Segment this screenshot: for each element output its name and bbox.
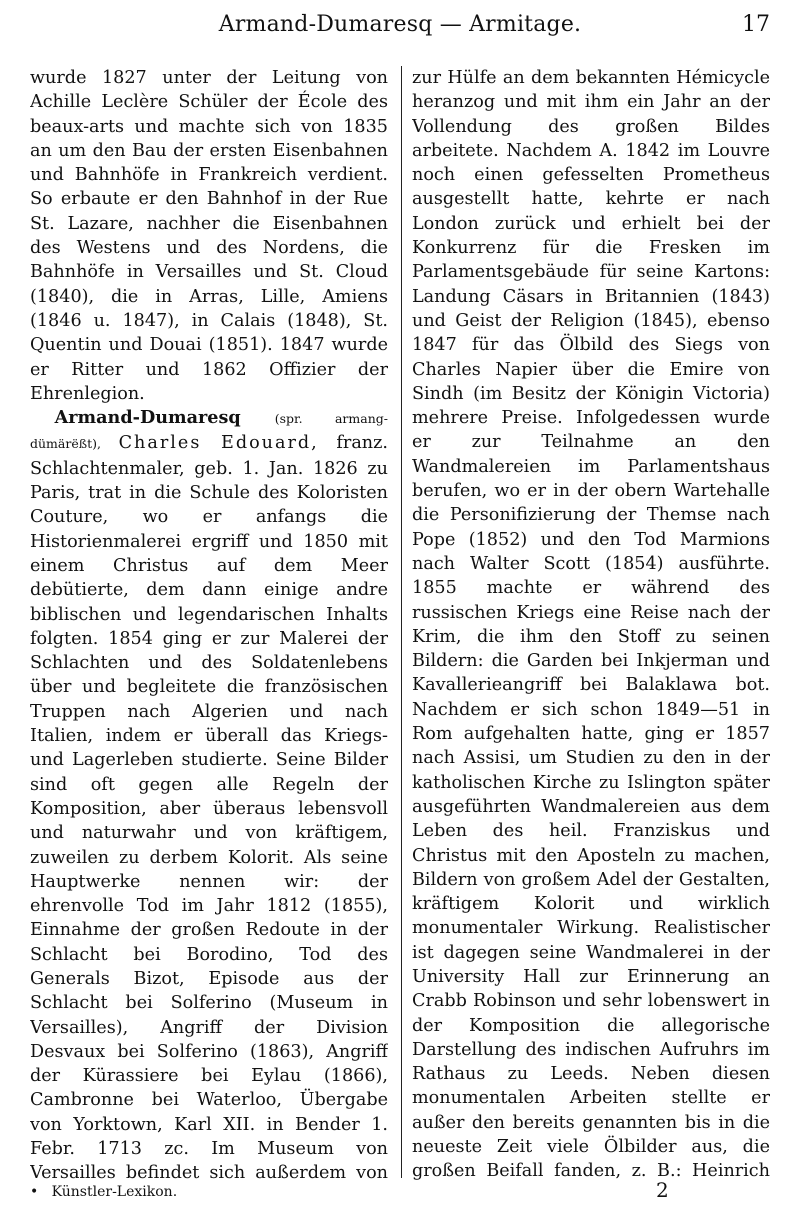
page-number: 17 <box>742 12 770 37</box>
entry-lemma: Armand-Dumaresq <box>54 407 241 429</box>
entry-given-name: Charles Edouard, <box>118 433 319 454</box>
entry-armand-dumaresq <box>30 406 388 1184</box>
running-header <box>30 6 770 46</box>
entry-body: franz. Schlachtenmaler, geb. 1. Jan. 1826 zu Paris, trat in die Schule des Koloristen Couture, wo er anfangs die Historienmalerei ergriff und 1850 mit einem Christus auf dem Meer debütierte, dem dann einige andre biblischen und legendarischen Inhalts folgten. 1854 ging er zur Malerei der Schlachten und des Soldatenlebens über und begleitete die französischen Truppen nach Algerien und nach Italien, indem er überall das Kriegs- und Lagerleben studierte. Seine Bilder sind oft gegen alle Regeln der Komposition, aber überaus lebensvoll und naturwahr und von kräftigem, zuweilen zu derbem Kolorit. Als seine Hauptwerke nennen wir: der ehrenvolle Tod im Jahr 1812 (1855), Einnahme der großen Redoute in der Schlacht bei Borodino, Tod des Generals Bizot, Episode aus der Schlacht bei Solferino (Museum in Versailles), Angriff der Division Desvaux bei Solferino (1863), Angriff der Kürassiere bei Eylau (1866), Cambronne bei Waterloo, Übergabe von Yorktown, Karl XII. in Bender 1. Febr. 1713 zc. Im Museum von Versailles befindet sich außerdem von <box>30 433 388 1184</box>
left-column <box>30 66 388 1184</box>
signature-mark: • <box>30 1184 39 1200</box>
armitage-continuation-paragraph: zur Hülfe an dem bekannten Hémicycle heranzog und mit ihm ein Jahr an der Vollendung des großen Bildes arbeitete. Nachdem A. 1842 im Louvre noch einen gefesselten Prometheus ausgestellt hatte, kehrte er nach London zurück und erhielt bei der Konkurrenz für die Fresken im Parlamentsgebäude für seine Kartons: Landung Cäsars in Britannien (1843) und Geist der Religion (1845), ebenso 1847 für das Ölbild des Siegs von Charles Napier über die Emire von Sindh (im Besitz der Königin Victoria) mehrere Preise. Infolgedessen wurde er zur Teilnahme an den Wandmalereien im Parlamentshaus berufen, wo er in der obern Wartehalle die Personifizierung der Themse nach Pope (1852) und den Tod Marmions nach Walter Scott (1854) ausführte. 1855 machte er während des russischen Kriegs eine Reise nach der Krim, die ihm den Stoff zu seinen Bildern: die Garden bei Inkjerman und Kavallerieangriff bei Balaklawa bot. Nachdem er sich schon 1849—51 in Rom aufgehalten hatte, ging er 1857 nach Assisi, um Studien zu den in der katholischen Kirche zu Islington später ausgeführten Wandmalereien aus dem Leben des heil. Franziskus und Christus mit den Aposteln zu machen, Bildern von großem Adel der Gestalten, kräftigem Kolorit und wirklich monumentaler Wirkung. Realistischer ist dagegen seine Wandmalerei in der University Hall zur Erinnerung an Crabb Robinson und sehr lobenswert in der Komposition die allegorische Darstellung des indischen Aufruhrs im Rathaus zu Leeds. Neben diesen monumentalen Arbeiten stellte er außer den bereits genannten bis in die neueste Zeit viele Ölbilder aus, die großen Beifall fanden, z. B.: Heinrich <box>412 68 770 1182</box>
page-footer <box>30 1178 770 1208</box>
column-divider <box>401 66 402 1178</box>
right-column <box>412 66 770 1184</box>
signature-number: 2 <box>656 1178 669 1202</box>
running-title: Armand-Dumaresq — Armitage. <box>218 12 582 37</box>
continuation-paragraph: wurde 1827 unter der Leitung von Achille Leclère Schüler der École des beaux-arts und machte sich von 1835 an um den Bau der ersten Eisenbahnen und Bahnhöfe in Frankreich verdient. So erbaute er den Bahnhof in der Rue St. Lazare, nachher die Eisenbahnen des Westens und des Nordens, die Bahnhöfe in Versailles und St. Cloud (1840), die in Arras, Lille, Amiens (1846 u. 1847), in Calais (1848), St. Quentin und Douai (1851). 1847 wurde er Ritter und 1862 Offizier der Ehrenlegion. <box>30 68 388 404</box>
signature-title: Künstler-Lexikon. <box>51 1184 178 1200</box>
pronunciation: (spr. armang-dümärëßt), <box>30 411 388 452</box>
signature-line <box>30 1184 177 1200</box>
